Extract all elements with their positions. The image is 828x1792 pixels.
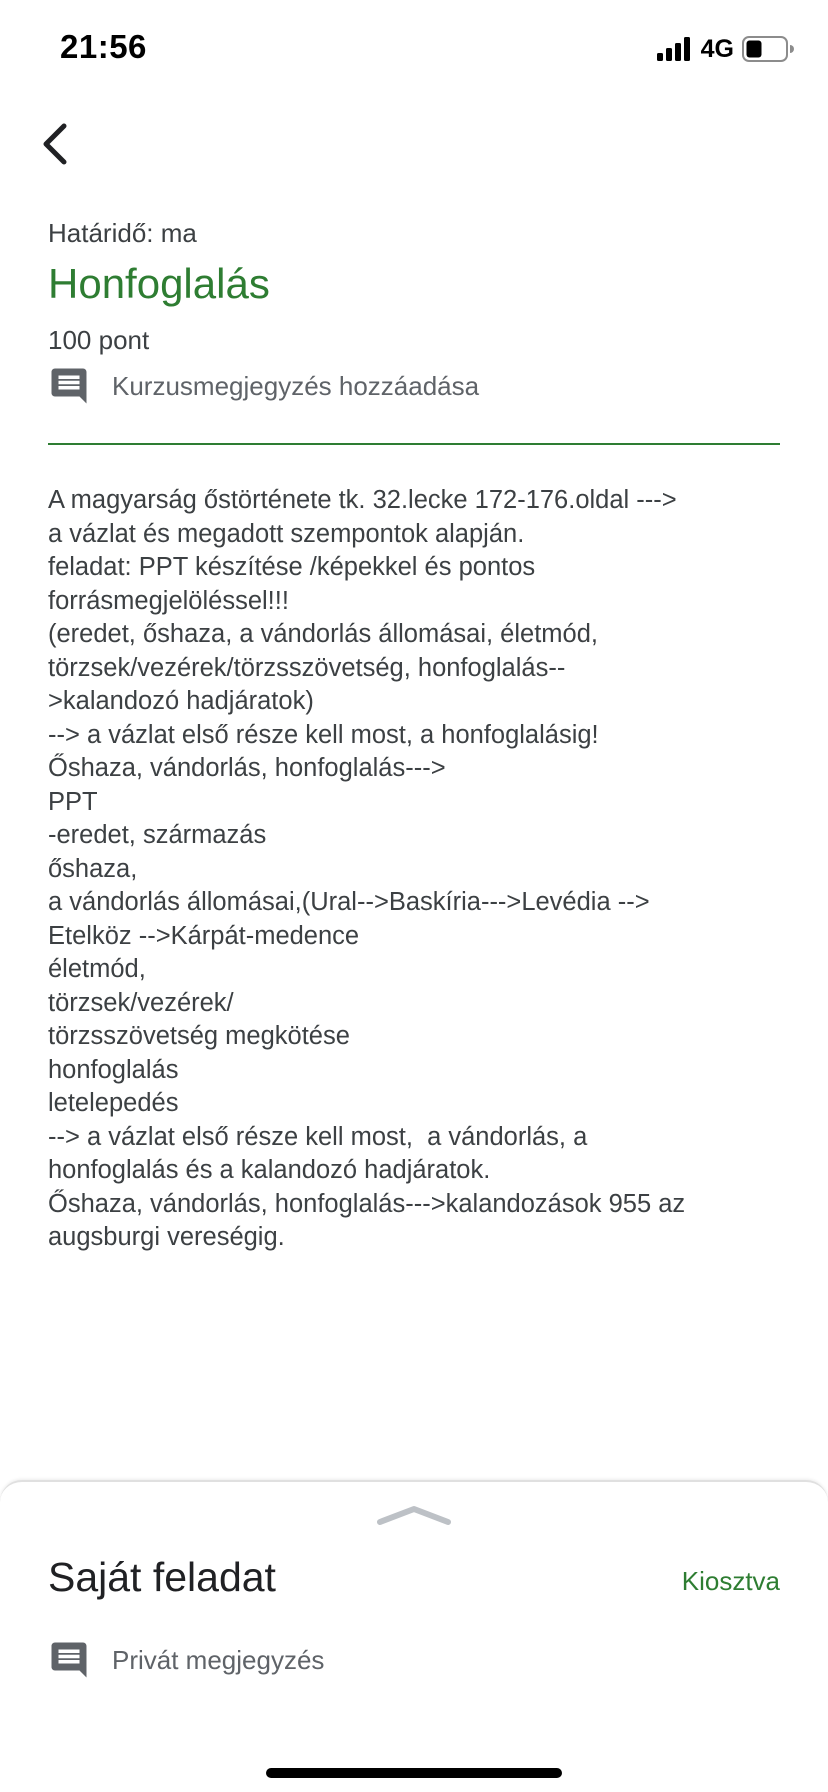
description-line: augsburgi vereségig.: [48, 1223, 285, 1251]
battery-icon: [742, 36, 794, 62]
home-indicator[interactable]: [266, 1768, 562, 1778]
description-line: a vázlat és megadott szempontok alapján.: [48, 519, 525, 548]
description-line: életmód,: [48, 955, 146, 983]
description-line: törzsek/vezérek/: [48, 988, 234, 1017]
due-date: Határidő: ma: [48, 218, 197, 248]
add-class-comment-button[interactable]: [48, 362, 479, 410]
description-line: Őshaza, vándorlás, honfoglalás--->kalandozások 955 az: [48, 1189, 686, 1218]
comment-icon: [48, 365, 90, 407]
network-label: 4G: [700, 34, 734, 63]
comment-icon: [48, 1639, 90, 1681]
description-line: Őshaza, vándorlás, honfoglalás--->: [48, 754, 446, 782]
description-line: --> a vázlat első része kell most, a vándorlás, a: [48, 1122, 588, 1151]
chevron-left-icon: [36, 118, 80, 170]
description-line: Etelköz -->Kárpát-medence: [48, 921, 360, 950]
chevron-up-icon: [376, 1504, 452, 1526]
work-status-badge: Kiosztva: [681, 1566, 780, 1596]
status-indicators: [657, 34, 794, 64]
back-button[interactable]: [36, 118, 80, 170]
assignment-description: [48, 484, 783, 1255]
description-line: (eredet, őshaza, a vándorlás állomásai, életmód,: [48, 620, 598, 648]
description-line: PPT: [48, 787, 98, 816]
description-line: honfoglalás: [48, 1055, 179, 1084]
status-time: 21:56: [60, 28, 147, 65]
description-line: --> a vázlat első része kell most, a honfoglalásig!: [48, 720, 599, 749]
class-comment-label: Kurzusmegjegyzés hozzáadása: [112, 370, 480, 401]
assignment-title: Honfoglalás: [48, 260, 270, 307]
your-work-sheet: [0, 1480, 828, 1792]
description-line: forrásmegjelöléssel!!!: [48, 586, 289, 615]
sheet-expand-handle[interactable]: [376, 1504, 452, 1526]
description-line: törzsszövetség megkötése: [48, 1022, 350, 1050]
description-line: A magyarság őstörténete tk. 32.lecke 172-176.oldal --->: [48, 486, 677, 514]
your-work-title: Saját feladat: [48, 1554, 276, 1600]
description-line: a vándorlás állomásai,(Ural-->Baskíria--->Levédia -->: [48, 888, 650, 916]
description-line: honfoglalás és a kalandozó hadjáratok.: [48, 1156, 491, 1184]
private-comment-label: Privát megjegyzés: [112, 1644, 325, 1675]
description-line: letelepedés: [48, 1089, 179, 1117]
description-line: törzsek/vezérek/törzsszövetség, honfoglalás--: [48, 653, 566, 682]
description-line: őshaza,: [48, 854, 138, 883]
header-divider: [48, 443, 780, 445]
description-line: -eredet, származás: [48, 821, 267, 849]
signal-icon: [657, 37, 693, 61]
assignment-points: 100 pont: [48, 325, 150, 355]
add-private-comment-button[interactable]: [48, 1636, 324, 1684]
description-line: feladat: PPT készítése /képekkel és pontos: [48, 553, 536, 581]
description-line: >kalandozó hadjáratok): [48, 687, 314, 715]
